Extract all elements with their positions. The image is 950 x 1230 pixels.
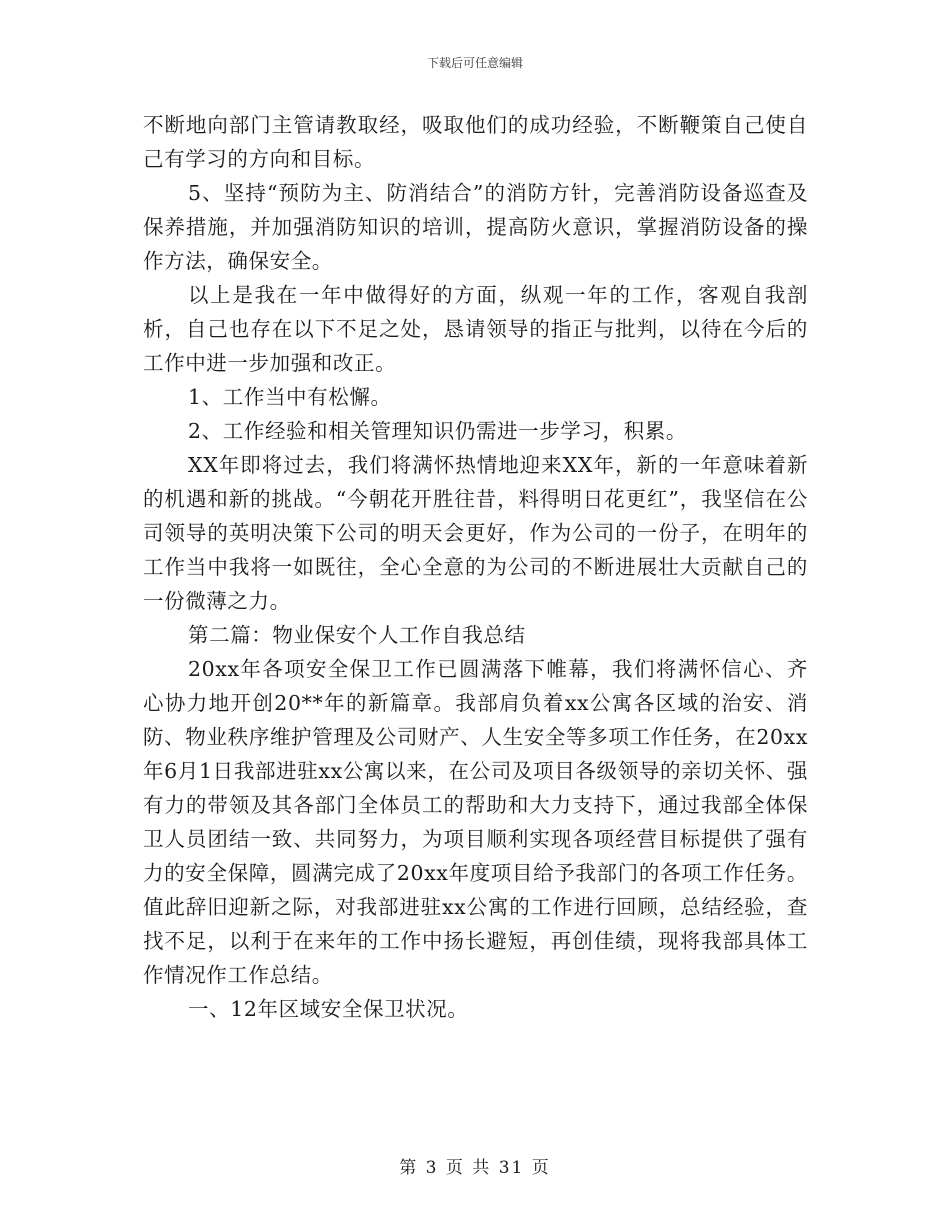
page-number-footer: 第 3 页 共 31 页 — [399, 1158, 551, 1178]
paragraph-continuation: 不断地向部门主管请教取经，吸取他们的成功经验，不断鞭策自己使自己有学习的方向和目标。 — [143, 113, 808, 171]
paragraph-annual-summary: 20xx年各项安全保卫工作已圆满落下帷幕，我们将满怀信心、齐心协力地开创20**年的新篇章。我部肩负着xx公寓各区域的治安、消防、物业秩序维护管理及公司财产、人生安全等多项工作任务，在20xx年6月1日我部进驻xx公寓以来，在公司及项目各级领导的亲切关怀、强有力的带领及其各部门全体员工的帮助和大力支持下，通过我部全体保卫人员团结一致、共同努力，为项目顺利实现各项经营目标提供了强有力的安全保障，圆满完成了20xx年度项目给予我部门的各项工作任务。值此辞旧迎新之际，对我部进驻xx公寓的工作进行回顾，总结经验，查找不足，以利于在来年的工作中扬长避短，再创佳绩，现将我部具体工作情况作工作总结。 — [143, 657, 808, 987]
section-heading-part-two: 第二篇：物业保安个人工作自我总结 — [188, 623, 526, 647]
paragraph-outlook: XX年即将过去，我们将满怀热情地迎来XX年，新的一年意味着新的机遇和新的挑战。“今朝花开胜往昔，料得明日花更红”，我坚信在公司领导的英明决策下公司的明天会更好，作为公司的一份子，在明年的工作当中我将一如既往，全心全意的为公司的不断进展壮大贡献自己的一份微薄之力。 — [143, 453, 808, 613]
paragraph-item-5-fire-safety: 5、坚持“预防为主、防消结合”的消防方针，完善消防设备巡查及保养措施，并加强消防知识的培训，提高防火意识，掌握消防设备的操作方法，确保安全。 — [143, 181, 808, 273]
subheading-security-status: 一、12年区域安全保卫状况。 — [188, 997, 469, 1021]
page-header-note: 下载后可任意编辑 — [426, 56, 523, 70]
paragraph-shortcoming-1: 1、工作当中有松懈。 — [188, 385, 392, 409]
paragraph-self-analysis: 以上是我在一年中做得好的方面，纵观一年的工作，客观自我剖析，自己也存在以下不足之处，恳请领导的指正与批判，以待在今后的工作中进一步加强和改正。 — [143, 283, 808, 375]
paragraph-shortcoming-2: 2、工作经验和相关管理知识仍需进一步学习，积累。 — [188, 419, 687, 443]
document-body — [143, 108, 808, 1026]
